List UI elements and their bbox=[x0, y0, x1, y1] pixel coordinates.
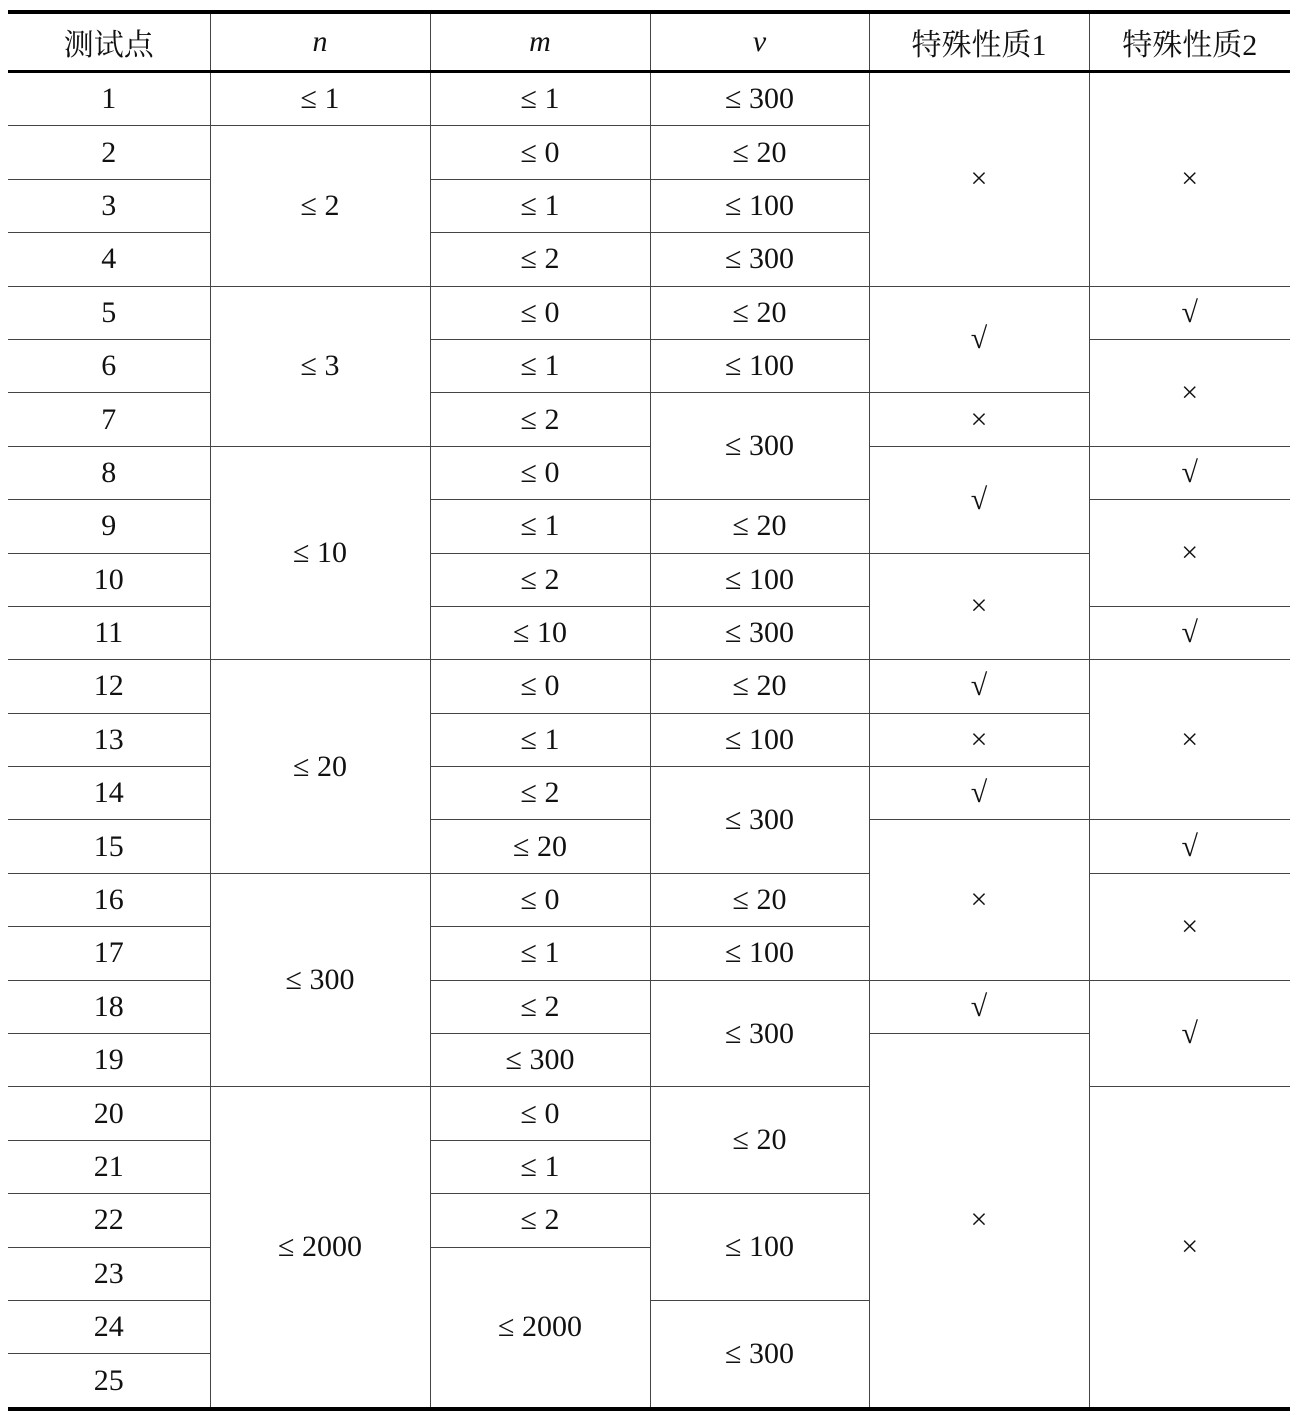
n-cell: ≤ 3 bbox=[210, 286, 430, 446]
table-row bbox=[8, 1087, 1290, 1140]
testcase-cell: 11 bbox=[8, 606, 210, 659]
m-cell: ≤ 2 bbox=[430, 393, 650, 446]
special-1-cell: × bbox=[869, 393, 1089, 446]
v-cell: ≤ 20 bbox=[650, 500, 869, 553]
table-row bbox=[8, 873, 1290, 926]
v-cell: ≤ 300 bbox=[650, 72, 869, 126]
v-cell: ≤ 300 bbox=[650, 767, 869, 874]
m-cell: ≤ 2000 bbox=[430, 1247, 650, 1409]
special-1-cell: √ bbox=[869, 446, 1089, 553]
v-cell: ≤ 300 bbox=[650, 393, 869, 500]
special-2-cell: √ bbox=[1089, 286, 1290, 339]
testcase-cell: 22 bbox=[8, 1194, 210, 1247]
n-cell: ≤ 20 bbox=[210, 660, 430, 874]
special-2-cell: √ bbox=[1089, 820, 1290, 873]
m-cell: ≤ 1 bbox=[430, 713, 650, 766]
testcase-cell: 23 bbox=[8, 1247, 210, 1300]
v-cell: ≤ 300 bbox=[650, 233, 869, 286]
table-row bbox=[8, 339, 1290, 392]
testcase-cell: 19 bbox=[8, 1034, 210, 1087]
n-cell: ≤ 300 bbox=[210, 873, 430, 1087]
v-cell: ≤ 100 bbox=[650, 339, 869, 392]
table-row bbox=[8, 72, 1290, 126]
header-row bbox=[8, 12, 1290, 72]
m-cell: ≤ 0 bbox=[430, 660, 650, 713]
testcase-cell: 14 bbox=[8, 767, 210, 820]
header-v: v bbox=[650, 12, 869, 72]
m-cell: ≤ 20 bbox=[430, 820, 650, 873]
table-row bbox=[8, 286, 1290, 339]
testcase-cell: 3 bbox=[8, 179, 210, 232]
v-cell: ≤ 20 bbox=[650, 1087, 869, 1194]
v-cell: ≤ 20 bbox=[650, 660, 869, 713]
header-n: n bbox=[210, 12, 430, 72]
testcase-cell: 10 bbox=[8, 553, 210, 606]
m-cell: ≤ 2 bbox=[430, 980, 650, 1033]
m-cell: ≤ 1 bbox=[430, 500, 650, 553]
special-1-cell: × bbox=[869, 1034, 1089, 1409]
special-1-cell: √ bbox=[869, 660, 1089, 713]
m-cell: ≤ 0 bbox=[430, 126, 650, 179]
table-row bbox=[8, 820, 1290, 873]
testcase-cell: 2 bbox=[8, 126, 210, 179]
v-cell: ≤ 300 bbox=[650, 1300, 869, 1408]
special-2-cell: × bbox=[1089, 339, 1290, 446]
testcase-cell: 25 bbox=[8, 1354, 210, 1409]
m-cell: ≤ 2 bbox=[430, 1194, 650, 1247]
special-1-cell: √ bbox=[869, 767, 1089, 820]
m-cell: ≤ 300 bbox=[430, 1034, 650, 1087]
table-row bbox=[8, 606, 1290, 659]
testcase-cell: 9 bbox=[8, 500, 210, 553]
n-cell: ≤ 10 bbox=[210, 446, 430, 660]
special-2-cell: × bbox=[1089, 873, 1290, 980]
m-cell: ≤ 10 bbox=[430, 606, 650, 659]
m-cell: ≤ 1 bbox=[430, 1140, 650, 1193]
table-row bbox=[8, 660, 1290, 713]
m-cell: ≤ 1 bbox=[430, 339, 650, 392]
m-cell: ≤ 2 bbox=[430, 233, 650, 286]
testcase-cell: 21 bbox=[8, 1140, 210, 1193]
m-cell: ≤ 0 bbox=[430, 286, 650, 339]
special-2-cell: × bbox=[1089, 1087, 1290, 1409]
v-cell: ≤ 100 bbox=[650, 553, 869, 606]
testcase-cell: 13 bbox=[8, 713, 210, 766]
m-cell: ≤ 0 bbox=[430, 446, 650, 499]
special-1-cell: √ bbox=[869, 980, 1089, 1033]
header-testcase: 测试点 bbox=[8, 12, 210, 72]
testcase-cell: 18 bbox=[8, 980, 210, 1033]
n-cell: ≤ 1 bbox=[210, 72, 430, 126]
special-2-cell: × bbox=[1089, 660, 1290, 820]
testcase-cell: 16 bbox=[8, 873, 210, 926]
special-2-cell: × bbox=[1089, 500, 1290, 607]
special-2-cell: √ bbox=[1089, 446, 1290, 499]
header-special-property-2: 特殊性质2 bbox=[1089, 12, 1290, 72]
table-row bbox=[8, 980, 1290, 1033]
v-cell: ≤ 100 bbox=[650, 713, 869, 766]
v-cell: ≤ 20 bbox=[650, 126, 869, 179]
m-cell: ≤ 2 bbox=[430, 767, 650, 820]
v-cell: ≤ 100 bbox=[650, 927, 869, 980]
m-cell: ≤ 1 bbox=[430, 72, 650, 126]
special-2-cell: × bbox=[1089, 72, 1290, 287]
special-2-cell: √ bbox=[1089, 980, 1290, 1087]
testcase-cell: 15 bbox=[8, 820, 210, 873]
special-1-cell: × bbox=[869, 820, 1089, 980]
n-cell: ≤ 2000 bbox=[210, 1087, 430, 1409]
testcase-cell: 17 bbox=[8, 927, 210, 980]
subtask-table bbox=[8, 10, 1290, 1411]
table-row bbox=[8, 446, 1290, 499]
v-cell: ≤ 20 bbox=[650, 873, 869, 926]
special-1-cell: × bbox=[869, 553, 1089, 660]
testcase-cell: 5 bbox=[8, 286, 210, 339]
m-cell: ≤ 0 bbox=[430, 873, 650, 926]
testcase-cell: 8 bbox=[8, 446, 210, 499]
header-m: m bbox=[430, 12, 650, 72]
table-row bbox=[8, 500, 1290, 553]
v-cell: ≤ 300 bbox=[650, 980, 869, 1087]
header-special-property-1: 特殊性质1 bbox=[869, 12, 1089, 72]
v-cell: ≤ 20 bbox=[650, 286, 869, 339]
testcase-cell: 12 bbox=[8, 660, 210, 713]
m-cell: ≤ 0 bbox=[430, 1087, 650, 1140]
testcase-cell: 20 bbox=[8, 1087, 210, 1140]
m-cell: ≤ 2 bbox=[430, 553, 650, 606]
special-1-cell: × bbox=[869, 713, 1089, 766]
v-cell: ≤ 300 bbox=[650, 606, 869, 659]
testcase-cell: 7 bbox=[8, 393, 210, 446]
n-cell: ≤ 2 bbox=[210, 126, 430, 286]
m-cell: ≤ 1 bbox=[430, 179, 650, 232]
testcase-cell: 1 bbox=[8, 72, 210, 126]
testcase-cell: 6 bbox=[8, 339, 210, 392]
v-cell: ≤ 100 bbox=[650, 1194, 869, 1301]
special-1-cell: × bbox=[869, 72, 1089, 287]
special-2-cell: √ bbox=[1089, 606, 1290, 659]
testcase-cell: 24 bbox=[8, 1300, 210, 1353]
m-cell: ≤ 1 bbox=[430, 927, 650, 980]
testcase-cell: 4 bbox=[8, 233, 210, 286]
special-1-cell: √ bbox=[869, 286, 1089, 393]
v-cell: ≤ 100 bbox=[650, 179, 869, 232]
